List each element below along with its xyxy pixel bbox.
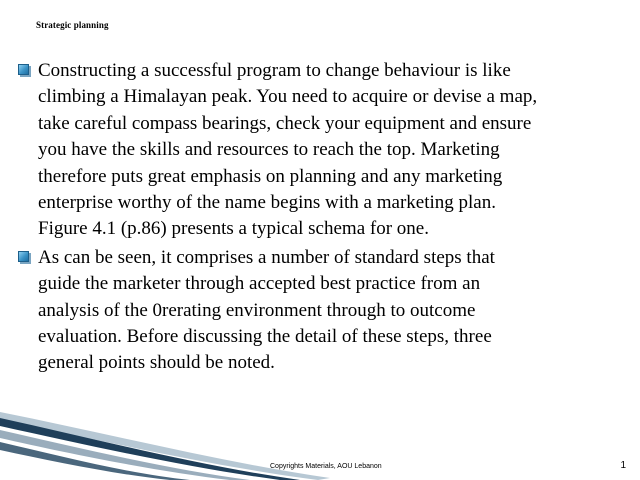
square-bullet-icon [18, 64, 29, 75]
slide-number: 1 [620, 460, 626, 471]
bullet-item [18, 58, 628, 243]
bullet-text: Constructing a successful program to change behaviour is like climbing a Himalayan peak. You need to acquire or devise a map, take careful compass bearings, check your equipment and ensure you have the skills and resources to reach the top. Marketing therefore puts great emphasis on planning and any marketing enterprise worthy of the name begins with a marketing plan. Figure 4.1 (p.86) presents a typical schema for one. [38, 60, 538, 240]
bullet-text: As can be seen, it comprises a number of standard steps that guide the marketer through accepted best practice from an analysis of the 0rerating environment through to outcome evaluation. Before discussing the detail of these steps, three general points should be noted. [38, 246, 495, 374]
bullet-list [18, 58, 628, 377]
square-bullet-icon [18, 251, 29, 262]
footer-copyright: Copyrights Materials, AOU Lebanon [270, 463, 382, 470]
bullet-item [18, 245, 628, 377]
slide-title: Strategic planning [36, 20, 109, 30]
